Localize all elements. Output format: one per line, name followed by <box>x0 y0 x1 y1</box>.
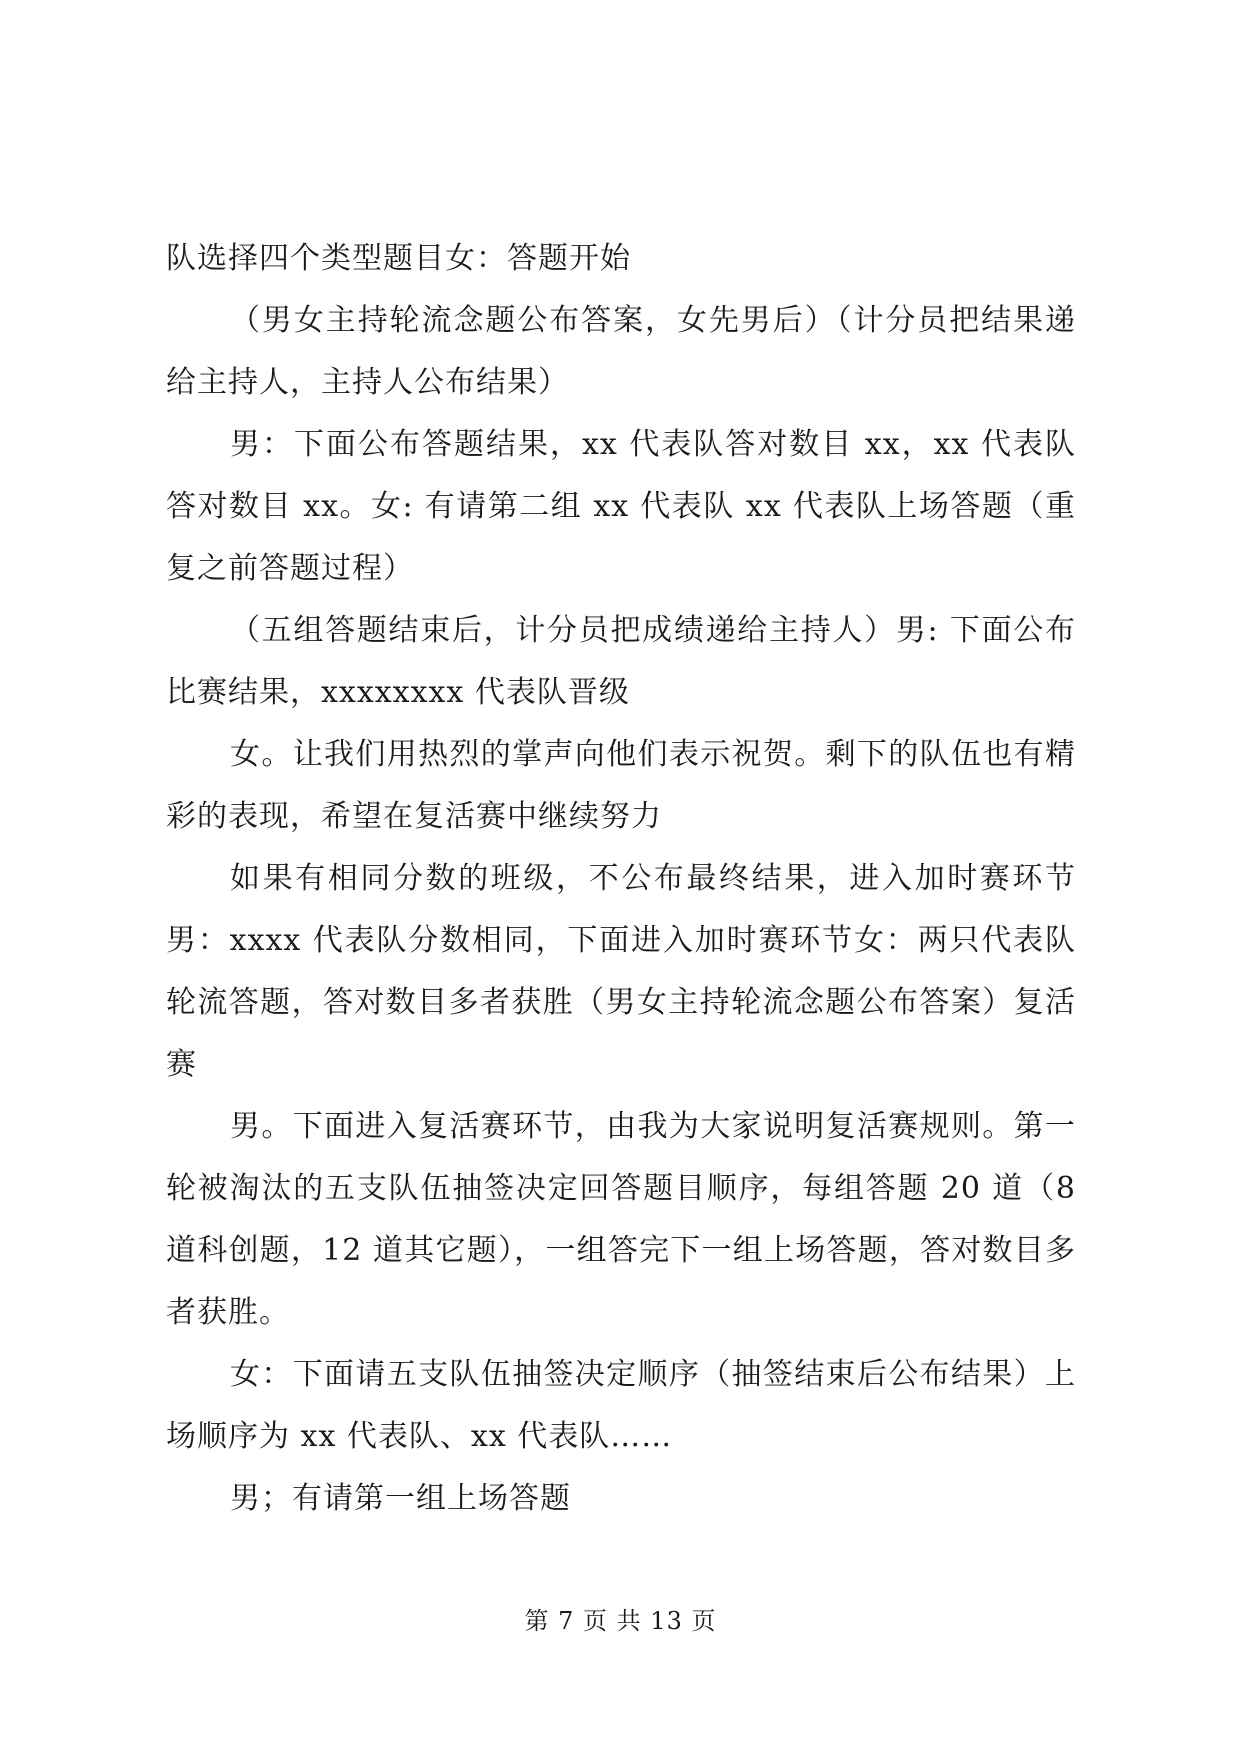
paragraph: （男女主持轮流念题公布答案，女先男后）（计分员把结果递给主持人，主持人公布结果） <box>166 303 1076 400</box>
paragraph: 女。让我们用热烈的掌声向他们表示祝贺。剩下的队伍也有精彩的表现，希望在复活赛中继续努力 <box>166 737 1076 834</box>
paragraph: （五组答题结束后，计分员把成绩递给主持人）男: 下面公布比赛结果，xxxxxxxx 代表队晋级 <box>166 613 1076 710</box>
paragraph-continuation: 队选择四个类型题目女：答题开始 <box>166 241 631 276</box>
document-body <box>166 228 1076 1530</box>
paragraph: 女：下面请五支队伍抽签决定顺序（抽签结束后公布结果）上场顺序为 xx 代表队、xx 代表队…… <box>166 1357 1076 1454</box>
paragraph: 男。下面进入复活赛环节，由我为大家说明复活赛规则。第一轮被淘汰的五支队伍抽签决定回答题目顺序，每组答题 20 道（8 道科创题，12 道其它题），一组答完下一组上场答题，答对数目多者获胜。 <box>166 1109 1076 1330</box>
paragraph: 如果有相同分数的班级，不公布最终结果，进入加时赛环节男：xxxx 代表队分数相同，下面进入加时赛环节女：两只代表队轮流答题，答对数目多者获胜（男女主持轮流念题公布答案）复活赛 <box>166 861 1076 1082</box>
paragraph: 男：下面公布答题结果，xx 代表队答对数目 xx，xx 代表队答对数目 xx。女: 有请第二组 xx 代表队 xx 代表队上场答题（重复之前答题过程） <box>166 427 1076 586</box>
page-number-footer: 第 7 页 共 13 页 <box>524 1607 717 1635</box>
paragraph: 男；有请第一组上场答题 <box>230 1481 571 1516</box>
